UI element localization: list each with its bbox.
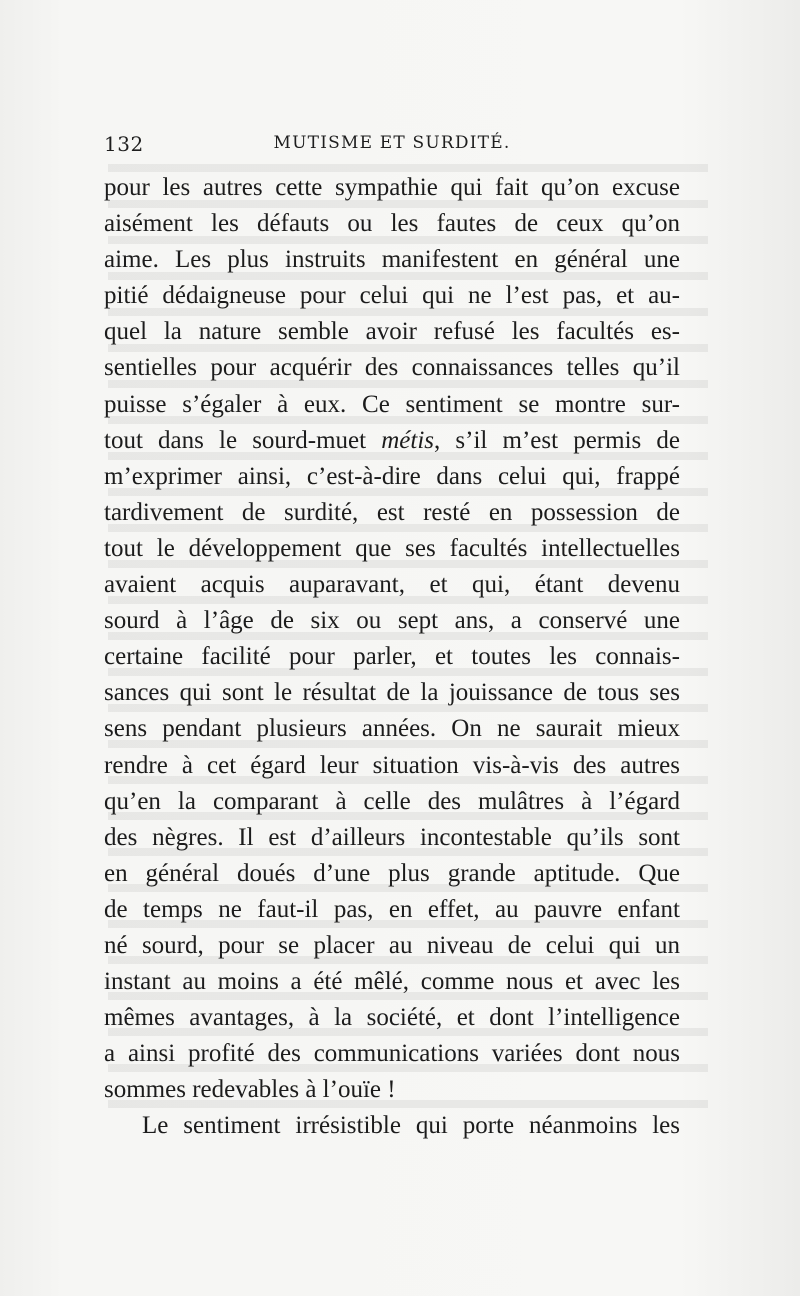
italic-term: métis [381,426,435,454]
text-line: tout le développement que ses facultés intellectuelles [104,534,680,562]
text-line: de temps ne faut-il pas, en effet, au pauvre enfant [104,895,680,923]
text-line: pour les autres cette sympathie qui fait qu’on excuse [104,174,680,201]
text-line: quel la nature semble avoir refusé les facultés es- [104,318,680,346]
text-line: en général doués d’une plus grande aptitude. Que [104,859,680,887]
text-line: m’exprimer ainsi, c’est-à-dire dans celui qui, frappé [104,462,680,490]
text-line: certaine facilité pour parler, et toutes les connais- [104,643,680,671]
text-line: sourd à l’âge de six ou sept ans, a conservé une [104,607,680,635]
text-line-with-italic [104,423,680,459]
text-line: qu’en la comparant à celle des mulâtres à l’égard [104,787,680,815]
text-line: aime. Les plus instruits manifestent en général une [104,246,680,274]
paragraph-end-line: sommes redevables à l’ouïe ! [104,1076,396,1104]
body-text [104,170,680,1145]
text-line: né sourd, pour se placer au niveau de celui qui un [104,931,680,959]
text-line: aisément les défauts ou les fautes de ceux qu’on [104,210,680,238]
text-line: pitié dédaigneuse pour celui qui ne l’est pas, et au- [104,282,680,310]
text-line: avaient acquis auparavant, et qui, étant devenu [104,571,680,599]
text-line: sens pendant plusieurs années. On ne saurait mieux [104,715,680,743]
text-line: des nègres. Il est d’ailleurs incontestable qu’ils sont [104,823,680,851]
page-number: 132 [104,132,144,156]
text-segment: tout dans le sourd-muet [104,426,382,454]
text-line: puisse s’égaler à eux. Ce sentiment se montre sur- [104,390,680,418]
text-line: sances qui sont le résultat de la jouissance de tous ses [104,679,680,707]
text-line: tardivement de surdité, est resté en possession de [104,498,680,526]
text-line: mêmes avantages, à la société, et dont l’intelligence [104,1004,680,1032]
text-line: instant au moins a été mêlé, comme nous et avec les [104,968,680,996]
paragraph-start-line: Le sentiment irrésistible qui porte néanmoins les [142,1112,680,1140]
text-segment: , s’il m’est permis de [434,426,680,454]
running-title: MUTISME ET SURDITÉ. [273,133,511,153]
running-head [104,132,680,158]
text-line: sentielles pour acquérir des connaissances telles qu’il [104,354,680,382]
text-line: rendre à cet égard leur situation vis-à-vis des autres [104,751,680,779]
text-line: a ainsi profité des communications variées dont nous [104,1040,680,1068]
